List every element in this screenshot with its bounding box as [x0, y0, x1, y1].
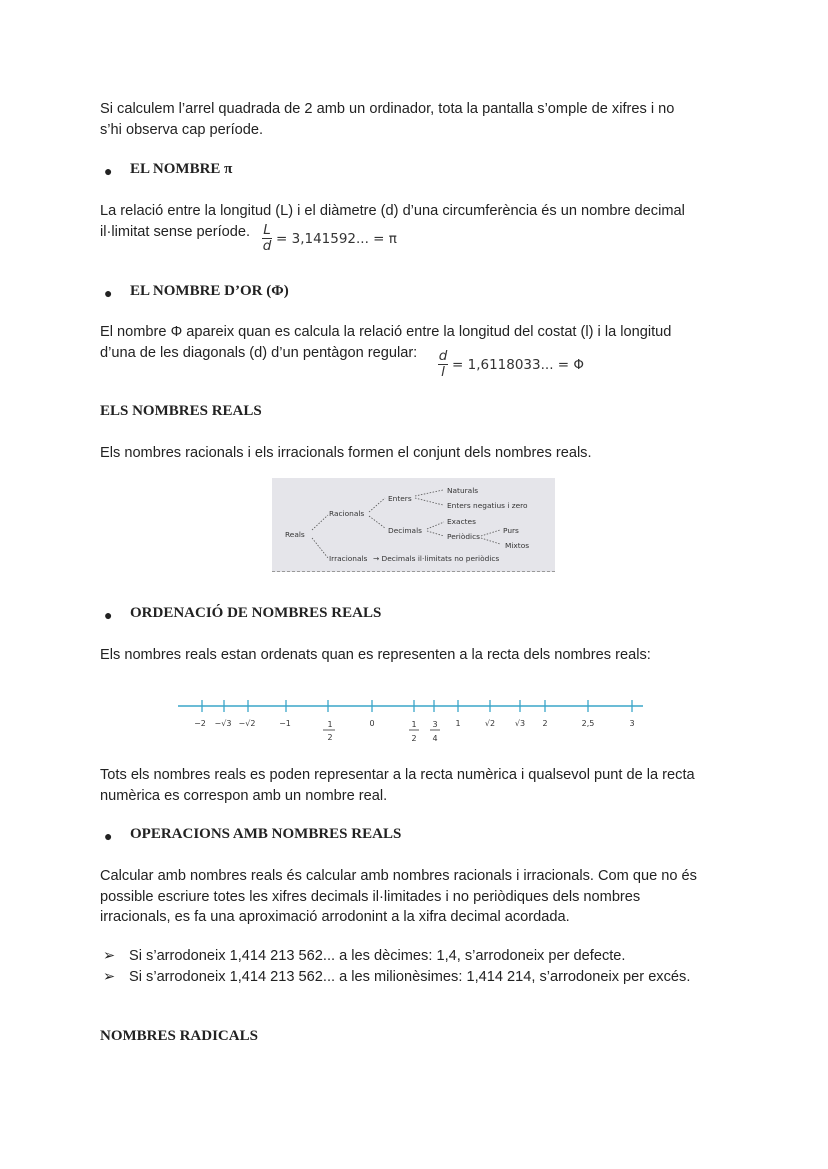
diagram-label: Purs [503, 526, 519, 535]
connector [427, 522, 444, 529]
connector [427, 531, 444, 536]
connector [415, 490, 443, 496]
tick-label: √2 [484, 719, 496, 728]
diagram-label: Enters negatius i zero [447, 501, 528, 510]
connector [481, 530, 500, 536]
tick-label: 1 [411, 720, 417, 729]
order-after-line: Tots els nombres reals es poden representar a la recta numèrica i qualsevol punt de la recta [100, 767, 695, 783]
pi-line: La relació entre la longitud (L) i el diàmetre (d) d’una circumferència és un nombre decimal [100, 203, 685, 219]
diagram-svg [272, 478, 555, 571]
operations-paragraph [100, 866, 740, 928]
diagram-label: Racionals [329, 509, 365, 518]
tick-label: 1 [455, 719, 461, 728]
tick-label: 0 [369, 719, 375, 728]
pi-line: il·limitat sense període. [100, 223, 251, 240]
phi-fraction [438, 349, 448, 380]
connector [312, 538, 328, 558]
diagram-label: Irracionals [329, 554, 368, 563]
tick-label: −√2 [238, 719, 256, 728]
operations-line: possible escriure totes les xifres decimals il·limitades i no periòdiques dels nombres [100, 888, 641, 905]
tick-label: 3 [629, 719, 635, 728]
list-item-text: Si s’arrodoneix 1,414 213 562... a les milionèsimes: 1,414 214, s’arrodoneix per excés. [129, 969, 691, 985]
reals-text: Els nombres racionals i els irracionals formen el conjunt dels nombres reals. [100, 445, 592, 461]
diagram-label: → Decimals il·limitats no periòdics [373, 554, 500, 563]
pi-fraction [262, 223, 272, 254]
diagram-label: Enters [388, 494, 412, 503]
tick-label: 2,5 [581, 719, 595, 728]
phi-value: = 1,6118033... = Φ [452, 356, 585, 373]
bullet-icon: ● [104, 163, 113, 179]
tick-label: 1 [327, 720, 333, 729]
bullet-icon: ● [104, 285, 113, 301]
heading-order: ORDENACIÓ DE NOMBRES REALS [130, 605, 382, 621]
connector [312, 515, 328, 530]
connector [481, 538, 500, 544]
heading-radicals: NOMBRES RADICALS [100, 1028, 258, 1044]
tick-label: −1 [279, 719, 291, 728]
bullet-icon: ● [104, 607, 113, 623]
phi-line: d’una de les diagonals (d) d’un pentàgon regular: [100, 344, 418, 361]
heading-pi: EL NOMBRE π [130, 161, 233, 177]
intro-paragraph [100, 99, 740, 140]
intro-line: s’hi observa cap període. [100, 121, 264, 138]
phi-formula [438, 349, 584, 380]
tick-label: 2 [327, 733, 333, 742]
operations-line: Calcular amb nombres reals és calcular amb nombres racionals i irracionals. Com que no és [100, 868, 697, 884]
pi-value: = 3,141592... = π [276, 230, 397, 247]
list-item-text: Si s’arrodoneix 1,414 213 562... a les dècimes: 1,4, s’arrodoneix per defecte. [129, 948, 626, 964]
tick-label: 2 [542, 719, 548, 728]
fraction-numerator: d [438, 348, 448, 364]
tick-label: 2 [411, 734, 417, 743]
phi-line: El nombre Φ apareix quan es calcula la relació entre la longitud del costat (l) i la longitud [100, 324, 672, 340]
order-after-paragraph [100, 765, 740, 806]
diagram-label: Exactes [447, 517, 476, 526]
fraction-numerator: L [263, 222, 271, 238]
tick-label: √3 [514, 719, 526, 728]
number-line [178, 694, 648, 750]
intro-line: Si calculem l’arrel quadrada de 2 amb un ordinador, tota la pantalla s’omple de xifres i no [100, 101, 675, 117]
phi-paragraph [100, 322, 740, 363]
order-text: Els nombres reals estan ordenats quan es representen a la recta dels nombres reals: [100, 647, 651, 663]
fraction-denominator: l [441, 364, 445, 380]
list-item [103, 967, 690, 987]
order-after-line: numèrica es correspon amb un nombre real. [100, 787, 388, 804]
connector [415, 498, 443, 505]
heading-phi: EL NOMBRE D’OR (Φ) [130, 283, 289, 299]
tick-label: 3 [432, 720, 438, 729]
diagram-label: Mixtos [505, 541, 530, 550]
arrow-bullet-icon: ➢ [103, 969, 116, 985]
tick-label: 4 [432, 734, 438, 743]
arrow-bullet-icon: ➢ [103, 948, 116, 964]
fraction-denominator: d [262, 238, 272, 254]
pi-formula [262, 223, 397, 254]
diagram-label: Reals [285, 530, 305, 539]
number-line-svg [178, 694, 648, 750]
diagram-label: Decimals [388, 526, 422, 535]
diagram-label: Naturals [447, 486, 479, 495]
real-numbers-diagram [272, 478, 555, 572]
tick-label: −2 [194, 719, 206, 728]
tick-label: −√3 [214, 719, 232, 728]
heading-operations: OPERACIONS AMB NOMBRES REALS [130, 826, 402, 842]
connector [369, 498, 385, 512]
bullet-icon: ● [104, 828, 113, 844]
list-item [103, 946, 625, 966]
pi-paragraph [100, 201, 740, 242]
connector [369, 516, 385, 528]
diagram-label: Periòdics [447, 532, 481, 541]
operations-line: irracionals, es fa una aproximació arrodonint a la xifra decimal acordada. [100, 909, 570, 925]
heading-reals: ELS NOMBRES REALS [100, 403, 262, 419]
